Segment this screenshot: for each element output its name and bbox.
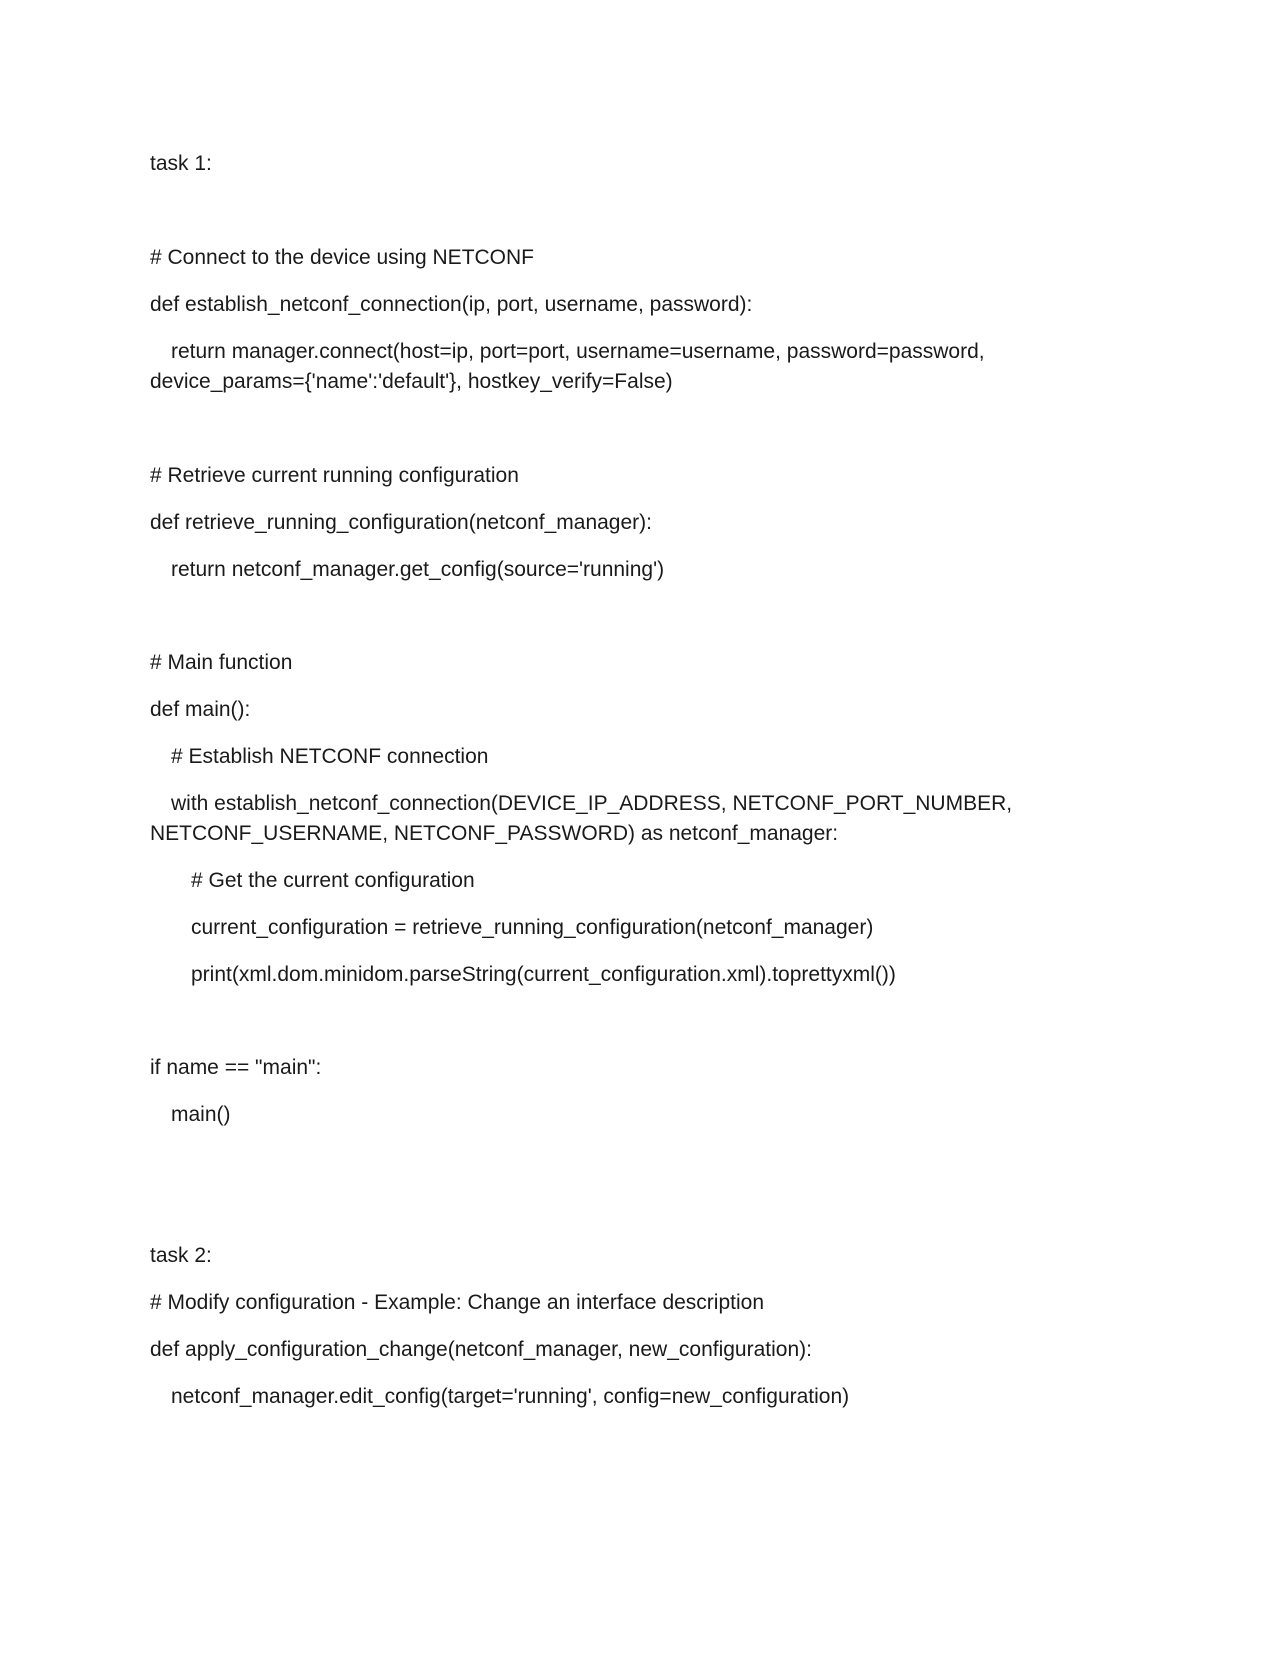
return-manager-connect: return manager.connect(host=ip, port=port, username=username, password=password,: [171, 340, 985, 363]
comment-main: # Main function: [150, 651, 293, 674]
return-manager-connect-continued: device_params={'name':'default'}, hostkey_verify=False): [150, 370, 673, 393]
def-main: def main():: [150, 698, 251, 721]
def-retrieve-config: def retrieve_running_configuration(netconf_manager):: [150, 511, 652, 534]
def-establish-connection: def establish_netconf_connection(ip, port, username, password):: [150, 293, 753, 316]
edit-config-call: netconf_manager.edit_config(target='running', config=new_configuration): [171, 1385, 850, 1408]
with-establish-connection-continued: NETCONF_USERNAME, NETCONF_PASSWORD) as netconf_manager:: [150, 822, 839, 845]
task2-heading: task 2:: [150, 1244, 212, 1267]
print-prettyxml: print(xml.dom.minidom.parseString(current_configuration.xml).toprettyxml()): [191, 963, 896, 986]
main-call: main(): [171, 1103, 231, 1126]
comment-get-config: # Get the current configuration: [191, 869, 475, 892]
def-apply-config-change: def apply_configuration_change(netconf_manager, new_configuration):: [150, 1338, 812, 1361]
task1-heading: task 1:: [150, 152, 212, 175]
current-configuration-assignment: current_configuration = retrieve_running_configuration(netconf_manager): [191, 916, 874, 939]
comment-modify-config: # Modify configuration - Example: Change an interface description: [150, 1291, 765, 1314]
comment-retrieve: # Retrieve current running configuration: [150, 464, 519, 487]
with-establish-connection: with establish_netconf_connection(DEVICE_IP_ADDRESS, NETCONF_PORT_NUMBER,: [171, 792, 1013, 815]
if-name-main: if name == "main":: [150, 1056, 322, 1079]
comment-establish: # Establish NETCONF connection: [171, 745, 489, 768]
return-get-config: return netconf_manager.get_config(source='running'): [171, 558, 665, 581]
comment-connect: # Connect to the device using NETCONF: [150, 246, 535, 269]
